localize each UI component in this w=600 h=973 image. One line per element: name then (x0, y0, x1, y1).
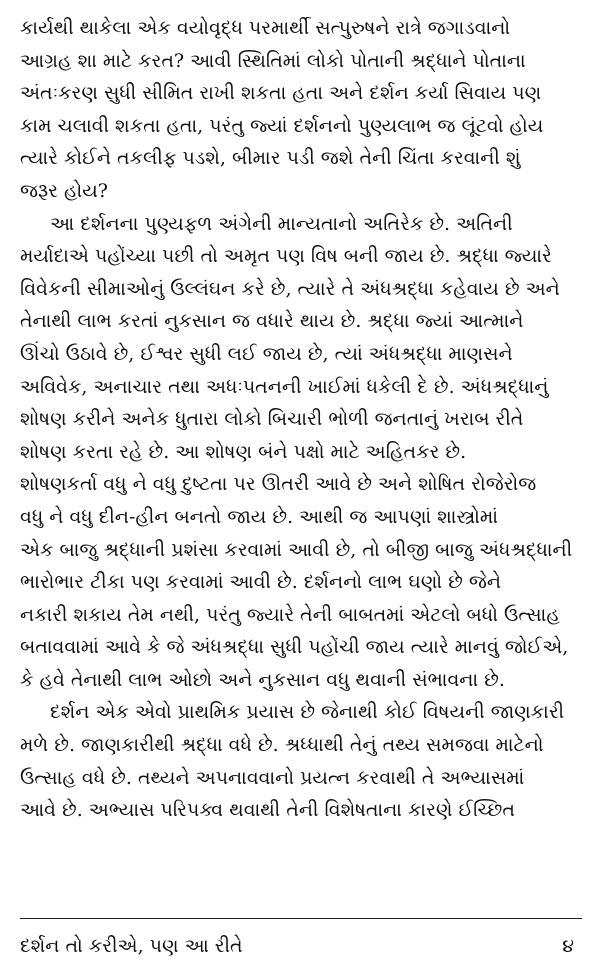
paragraph-2 (20, 208, 582, 697)
text-line: ઉત્સાહ વધે છે. તથ્યને અપનાવવાનો પ્રયત્ન કરવાથી તે અભ્યાસમાં (20, 766, 525, 789)
text-line: કાર્યથી થાકેલા એક વયોવૃદ્ધ પરમાર્થી સત્પુરુષને રાત્રે જગાડવાનો (20, 17, 511, 39)
text-line: કામ ચલાવી શકતા હતા, પરંતુ જ્યાં દર્શનનો પુણ્યલાભ જ લૂંટવો હોય (20, 114, 544, 137)
text-line: બતાવવામાં આવે કે જે અંધશ્રદ્ધા સુધી પહોંચી જાય ત્યારે માનવું જોઈએ, (20, 636, 569, 659)
text-line: ભારોભાર ટીકા પણ કરવામાં આવી છે. દર્શનનો લાભ ઘણો છે જેને (20, 571, 502, 594)
text-line: અવિવેક, અનાચાર તથા અધઃપતનની ખાઈમાં ધકેલી દે છે. અંધશ્રદ્ધાનું (20, 375, 549, 398)
text-line: શોષણકર્તા વધુ ને વધુ દુષ્ટતા પર ઊતરી આવે છે અને શોષિત રોજેરોજ (20, 473, 537, 496)
text-line: અંતઃકરણ સુધી સીમિત રાખી શકતા હતા અને દર્શન કર્યા સિવાય પણ (20, 82, 542, 105)
text-line: ઊંચો ઉઠાવે છે, ઈશ્વર સુધી લઈ જાય છે, ત્યાં અંધશ્રદ્ધા માણસને (20, 342, 513, 365)
text-line: વધુ ને વધુ દીન-હીન બનતો જાય છે. આથી જ આપણાં શાસ્ત્રોમાં (20, 505, 498, 528)
text-line: ત્યારે કોઈને તકલીફ પડશે, બીમાર પડી જશે તેની ચિંતા કરવાની શું (20, 147, 521, 170)
text-line: આગ્રહ શા માટે કરત? આવી સ્થિતિમાં લોકો પોતાની શ્રદ્ધાને પોતાના (20, 49, 526, 72)
text-line: આવે છે. અભ્યાસ પરિપક્વ થવાથી તેની વિશેષતાના કારણે ઈચ્છિત (20, 799, 515, 822)
paragraph-1 (20, 12, 582, 208)
page-number: ૪ (562, 935, 574, 957)
page-body (20, 12, 582, 827)
text-line: શોષણ કરતા રહે છે. આ શોષણ બંને પક્ષો માટે અહિતકર છે. (20, 440, 467, 463)
text-line: વિવેકની સીમાઓનું ઉલ્લંઘન કરે છે, ત્યારે તે અંધશ્રદ્ધા કહેવાય છે અને (20, 277, 560, 300)
running-title: દર્શન તો કરીએ, પણ આ રીતે (20, 935, 243, 957)
page-footer (20, 928, 582, 964)
text-line: એક બાજુ શ્રદ્ધાની પ્રશંસા કરવામાં આવી છે, તો બીજી બાજુ અંધશ્રદ્ધાની (20, 538, 573, 561)
text-line: કે હવે તેનાથી લાભ ઓછો અને નુકસાન વધુ થવાની સંભાવના છે. (20, 668, 505, 691)
paragraph-3 (20, 696, 582, 826)
text-line: આ દર્શનના પુણ્યફળ અંગેની માન્યતાનો અતિરેક છે. અતિની (50, 212, 513, 235)
text-line: શોષણ કરીને અનેક ધુતારા લોકો બિચારી ભોળી જનતાનું ખરાબ રીતે (20, 408, 524, 431)
text-line: મર્યાદાએ પહોંચ્યા પછી તો અમૃત પણ વિષ બની જાય છે. શ્રદ્ધા જ્યારે (20, 245, 552, 268)
text-line: જરૂર હોય? (20, 179, 108, 202)
text-line: મળે છે. જાણકારીથી શ્રદ્ધા વધે છે. શ્રધ્ધાથી તેનું તથ્ય સમજવા માટેનો (20, 734, 544, 757)
text-line: દર્શન એક એવો પ્રાથમિક પ્રયાસ છે જેનાથી કોઈ વિષયની જાણકારી (50, 701, 565, 724)
footer-divider (20, 918, 582, 919)
text-line: નકારી શકાય તેમ નથી, પરંતુ જ્યારે તેની બાબતમાં એટલો બધો ઉત્સાહ (20, 603, 560, 626)
text-line: તેનાથી લાભ કરતાં નુકસાન જ વધારે થાય છે. શ્રદ્ધા જ્યાં આત્માને (20, 310, 524, 333)
